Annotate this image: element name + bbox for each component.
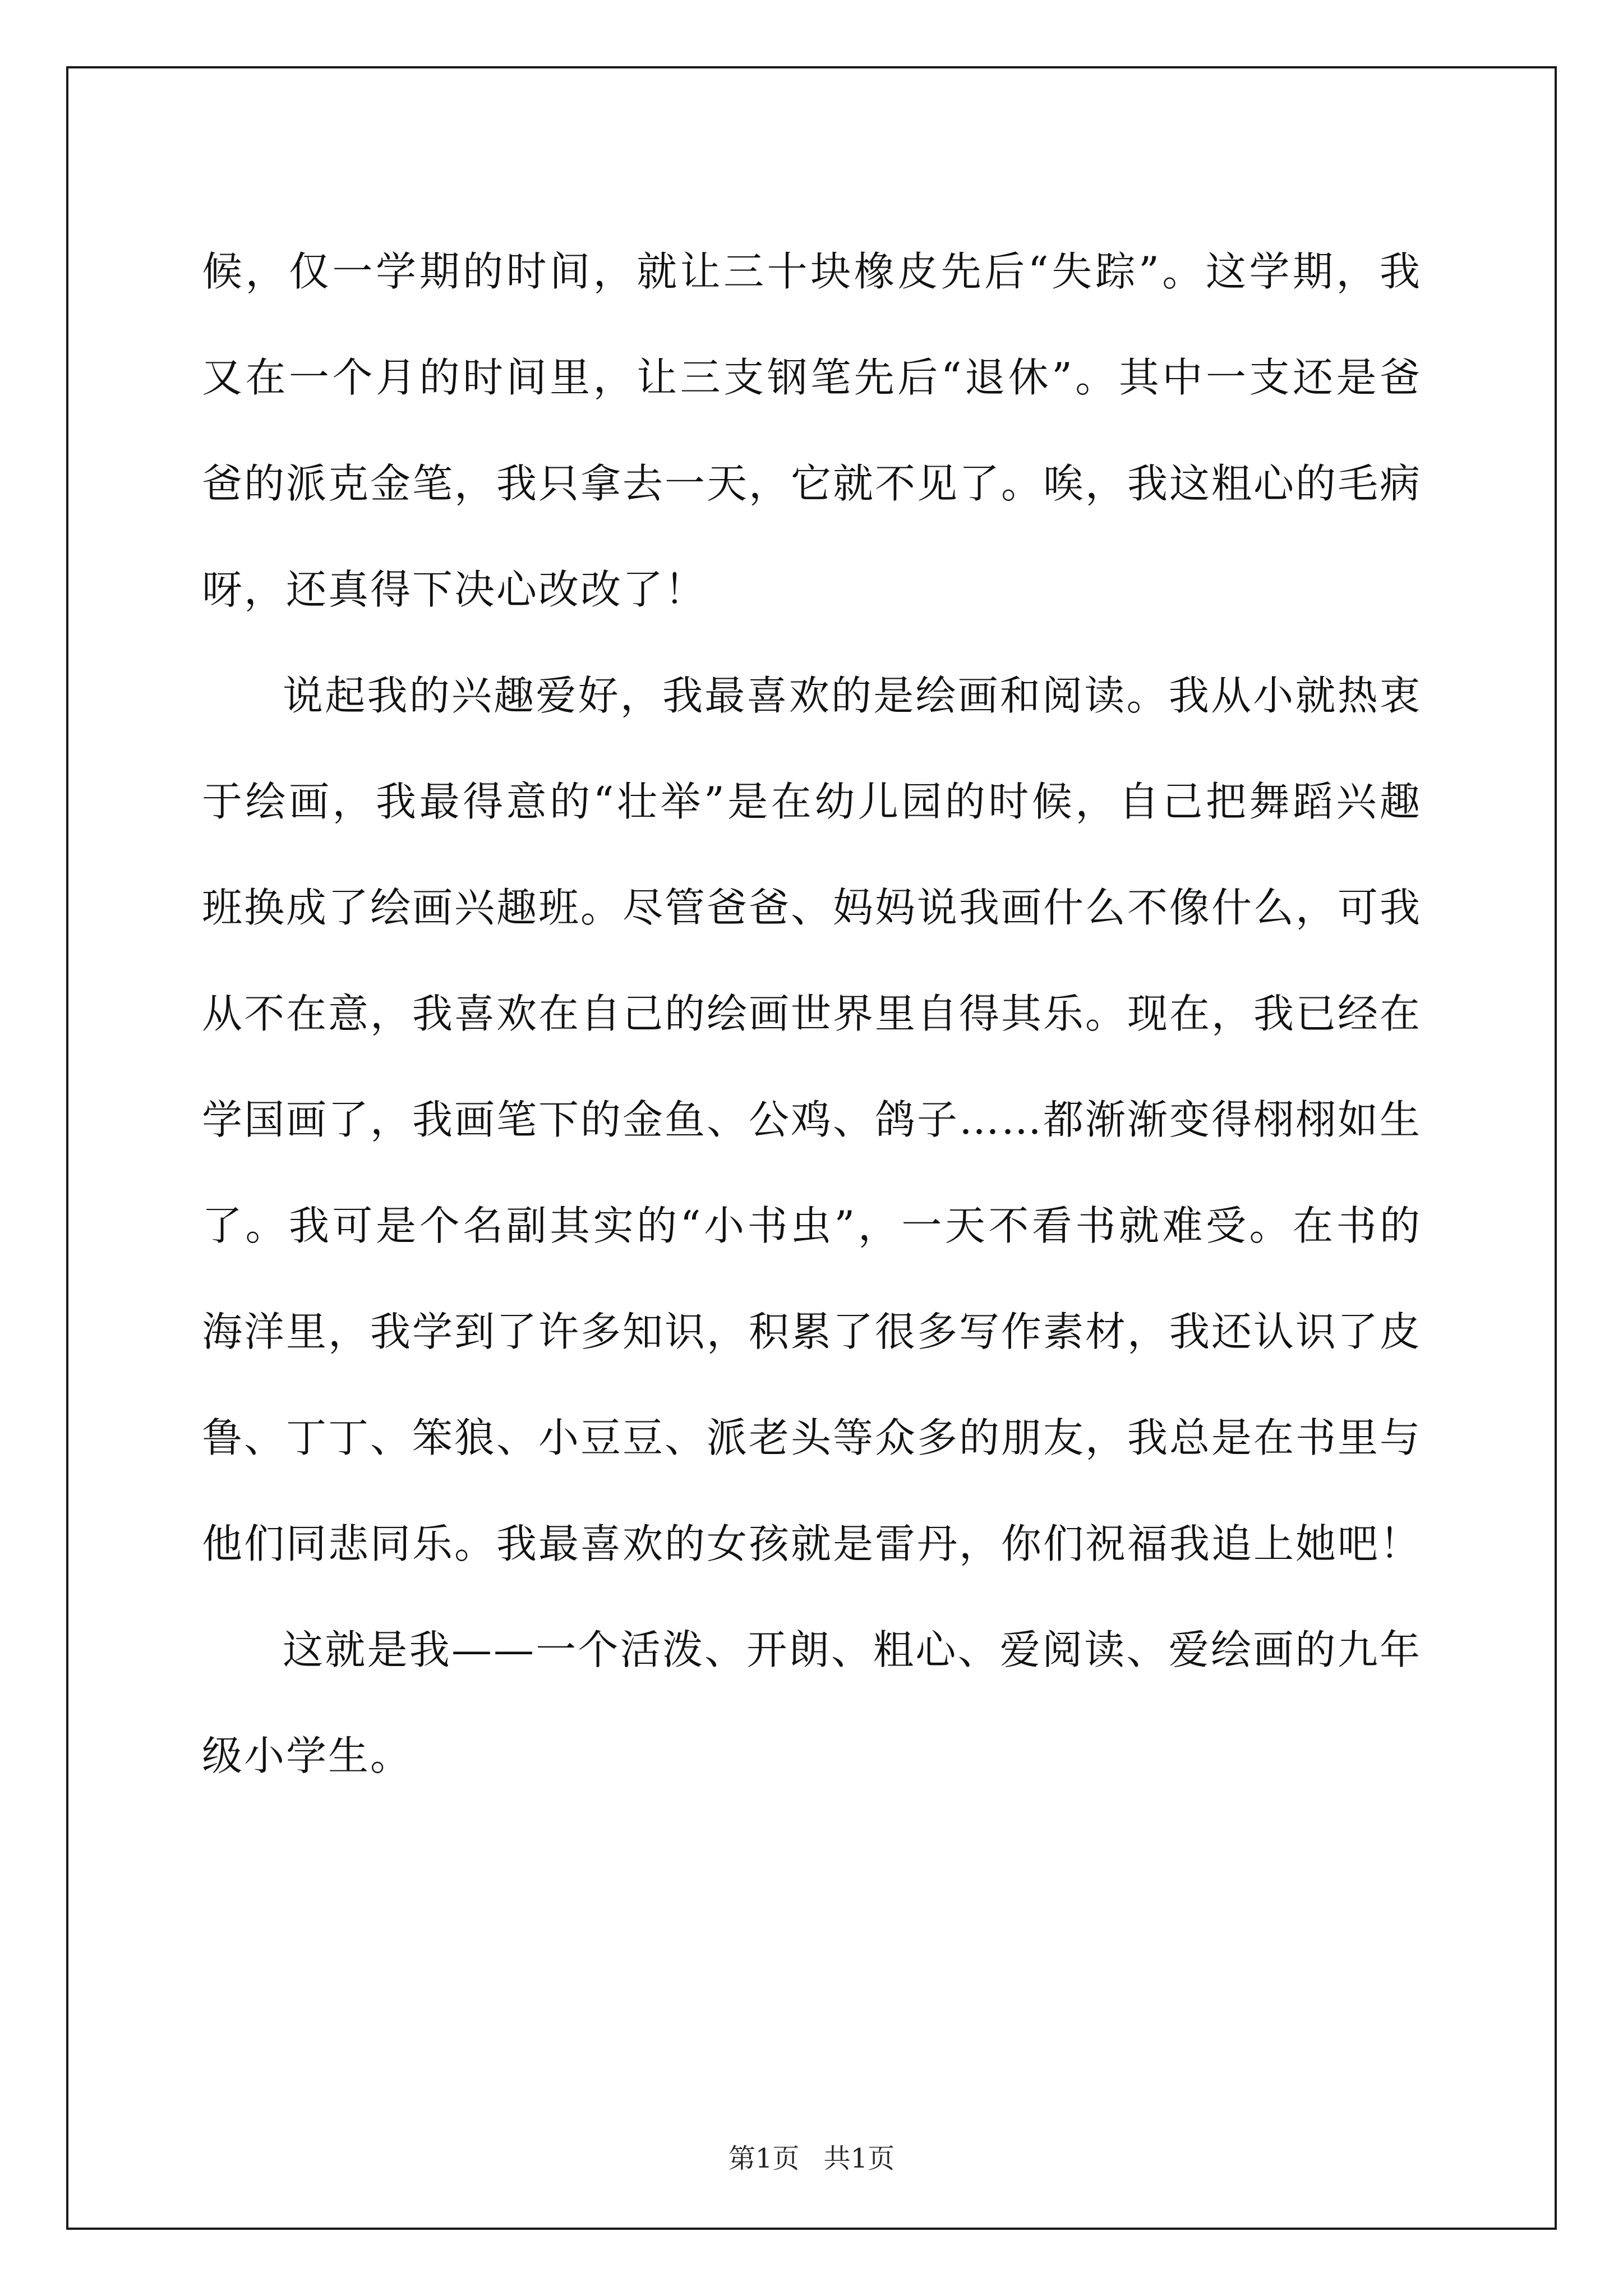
paragraph-1: 候，仅一学期的时间，就让三十块橡皮先后“失踪”。这学期，我又在一个月的时间里，让三支钢笔先后“退休”。其中一支还是爸爸的派克金笔，我只拿去一天，它就不见了。唉，我这粗心的毛病呀，还真得下决心改改了！ [202,248,1422,613]
document-body [202,219,1422,1809]
page-footer [0,2142,1623,2175]
paragraph-3: 这就是我——一个活泼、开朗、粗心、爱阅读、爱绘画的九年级小学生。 [202,1626,1422,1779]
paragraph-2: 说起我的兴趣爱好，我最喜欢的是绘画和阅读。我从小就热衷于绘画，我最得意的“壮举”是在幼儿园的时候，自己把舞蹈兴趣班换成了绘画兴趣班。尽管爸爸、妈妈说我画什么不像什么，可我从不在意，我喜欢在自己的绘画世界里自得其乐。现在，我已经在学国画了，我画笔下的金鱼、公鸡、鸽子……都渐渐变得栩栩如生了。我可是个名副其实的“小书虫”，一天不看书就难受。在书的海洋里，我学到了许多知识，积累了很多写作素材，我还认识了皮鲁、丁丁、笨狼、小豆豆、派老头等众多的朋友，我总是在书里与他们同悲同乐。我最喜欢的女孩就是雷丹，你们祝福我追上她吧！ [202,672,1422,1567]
current-page-label: 第1页 [728,2143,800,2174]
total-pages-label: 共1页 [823,2143,895,2174]
